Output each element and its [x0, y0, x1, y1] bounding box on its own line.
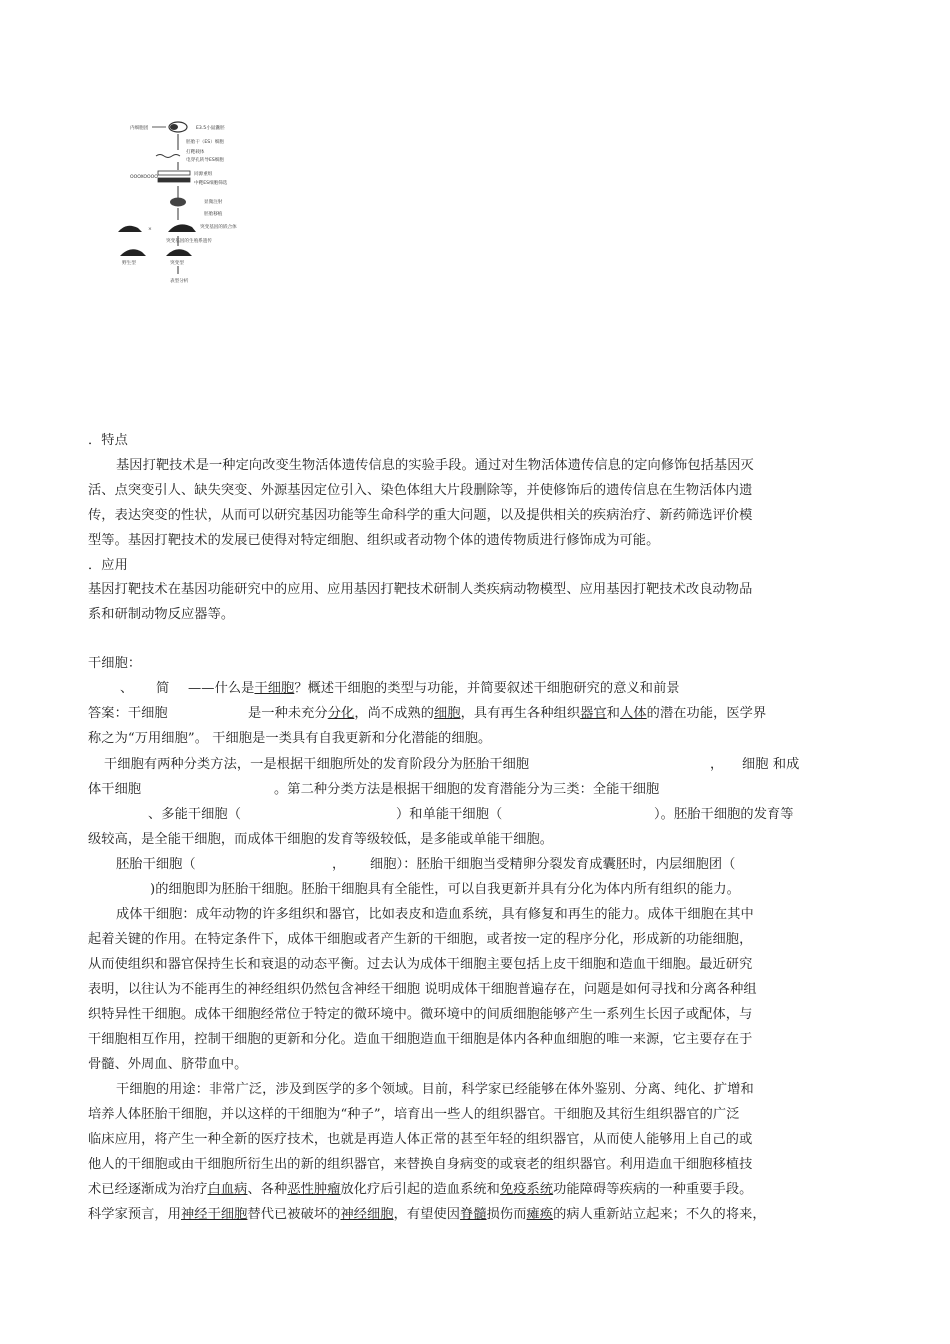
stem-cell-title: 干细胞： — [88, 656, 142, 671]
immune-system-link[interactable]: 免疫系统 — [499, 1182, 554, 1197]
application-line: 系和研制动物反应器等。 — [88, 607, 235, 622]
fig-label-7: 显微注射 — [204, 200, 223, 205]
fig-label-10: 突变基因的生殖系遗传 — [166, 239, 212, 244]
fig-label-3: 打靶载体 — [186, 150, 205, 155]
features-line: 传，表达突变的性状，从而可以研究基因功能等生命科学的重大问题，以及提供相关的疾病治疗、新药筛选评价模 — [88, 508, 753, 523]
uses-line: 术已经逐渐成为治疗白血病、各种恶性肿瘤放化疗后引起的造血系统和免疫系统功能障碍等疾病的一种重要手段。 — [88, 1182, 753, 1197]
uses-line: 临床应用，将产生一种全新的医疗技术，也就是再造人体正常的甚至年轻的组织器官，从而使人能够用上自己的或 — [88, 1132, 753, 1147]
fig-label-4: 电穿孔转导ES细胞 — [186, 158, 224, 163]
answer-line: 称之为“万用细胞”。 干细胞是一类具有自我更新和分化潜能的细胞。 — [88, 731, 492, 746]
adult-line: 成体干细胞：成年动物的许多组织和器官，比如表皮和造血系统，具有修复和再生的能力。成体干细胞在其中 — [116, 907, 754, 922]
injected-blastocyst — [170, 198, 186, 207]
fig-label-11: 野生型 — [122, 261, 136, 266]
document-page: 内细胞团 E3.5小鼠囊胚 胚胎干（ES）细胞 打靶载体 电穿孔转导ES细胞 同源重组 OOOXOOOO 中靶ES细胞筛选 显微注射 胚胎移植 × 突变基因的嵌合体 突变基因的生殖系遗传 野生型 突变型 表型分析 ．特点 基因打靶技术是一种定向改变生物活体遗传信息的实验手段。通过对生物活体遗传信息的定向修饰包括基因灭 活、点突变引人、缺失突变、外源基因定位引入、染色体组大片段删除等，并使修饰后的遗传信息在生物活体内遗 传，表达突变的性状，从而可以研究基因功能等生命科学的重大问题，以及提供相关的疾病治疗、新药筛选评价模 型等。基因打靶技术的发展已使得对特定细胞、组织或者动物个体的遗传物质进行修饰成为可能。 ．应用 基因打靶技术在基因功能研究中的应用、应用基因打靶技术研制人类疾病动物模型、应用基因打靶技术改良动物品 系和研制动物反应器等。 干细胞： 、 简 ——什么是干细胞？概述干细胞的类型与功能，并简要叙述干细胞研究的意义和前景 答案：干细胞 是一种未充分分化，尚不成熟的细胞，具有再生各种组织器官和人体的潜在功能，医学界 称之为“万用细胞”。 干细胞是一类具有自我更新和分化潜能的细胞。 干细胞有两种分类方法，一是根据干细胞所处的发育阶段分为胚胎干细胞 ， 细胞 和成 体干细胞 。第二种分类方法是根据干细胞的发育潜能分为三类：全能干细胞 、多能干细胞（ ）和单能干细胞（ ）。胚胎干细胞的发育等 级较高，是全能干细胞，而成体干细胞的发育等级较低，是多能或单能干细胞。 胚胎干细胞（ ， 细胞）：胚胎干细胞当受精卵分裂发育成囊胚时，内层细胞团（ )的细胞即为胚胎干细胞。胚胎干细胞具有全能性，可以自我更新并具有分化为体内所有组织的能力。 成体干细胞：成年动物的许多组织和器官，比如表皮和造血系统，具有修复和再生的能力。成体干细胞在其中 起着关键的作用。在特定条件下，成体干细胞或者产生新的干细胞，或者按一定的程序分化，形成新的功能细胞， 从而使组织和器官保持生长和衰退的动态平衡。过去认为成体干细胞主要包括上皮干细胞和造血干细胞。最近研究 表明，以往认为不能再生的神经组织仍然包含神经干细胞 说明成体干细胞普遍存在，问题是如何寻找和分离各种组 织特异性干细胞。成体干细胞经常位于特定的微环境中。微环境中的间质细胞能够产生一系列生长因子或配体，与 干细胞相互作用，控制干细胞的更新和分化。造血干细胞造血干细胞是体内各种血细胞的唯一来源，它主要存在于 骨髓、外周血、脐带血中。 干细胞的用途：非常广泛，涉及到医学的多个领域。目前，科学家已经能够在体外鉴别、分离、纯化、扩增和 培养人体胚胎干细胞，并以这样的干细胞为“种子”，培育出一些人的组织器官。干细胞及其衍生组织器官的广泛 临床应用，将产生一种全新的医疗技术，也就是再造人体正常的甚至年轻的组织器官，从而使人能够用上自己的或 他人的干细胞或由干细胞所衍生出的新的组织器官，来替换自身病变的或衰老的组织器官。利用造血干细胞移植技 术已经逐渐成为治疗白血病、各种恶性肿瘤放化疗后引起的造血系统和免疫系统功能障碍等疾病的一种重要手段。 科学家预言，用神经干细胞替代已被破坏的神经细胞，有望使因脊髓损伤而瘫痪的病人重新站立起来；不久的将来， — [0, 0, 950, 1344]
features-line: 活、点突变引人、缺失突变、外源基因定位引入、染色体组大片段删除等，并使修饰后的遗传信息在生物活体内遗 — [88, 483, 753, 498]
uses-line: 培养人体胚胎干细胞，并以这样的干细胞为“种子”，培育出一些人的组织器官。干细胞及其衍生组织器官的广泛 — [88, 1107, 740, 1122]
fig-label-12: 突变型 — [170, 261, 184, 266]
leukemia-link[interactable]: 白血病 — [207, 1182, 248, 1197]
adult-line: 起着关键的作用。在特定条件下，成体干细胞或者产生新的干细胞，或者按一定的程序分化，形成新的功能细胞， — [88, 932, 753, 947]
dna-bar — [158, 171, 190, 175]
mouse-shape-wildtype — [120, 249, 146, 256]
q-mark: 、 — [120, 681, 134, 696]
fig-label-0: 内细胞团 — [130, 126, 149, 131]
neuron-link[interactable]: 神经细胞 — [340, 1207, 394, 1222]
q-text: ——什么是干细胞？概述干细胞的类型与功能，并简要叙述干细胞研究的意义和前景 — [188, 681, 680, 696]
adult-line: 织特异性干细胞。成体干细胞经常位于特定的微环境中。微环境中的间质细胞能够产生一系列生长因子或配体，与 — [88, 1007, 753, 1022]
fig-label-6: 中靶ES细胞筛选 — [194, 181, 228, 186]
q-jian: 简 — [156, 681, 170, 696]
adult-line: 从而使组织和器官保持生长和衰退的动态平衡。过去认为成体干细胞主要包括上皮干细胞和造血干细胞。最近研究 — [88, 957, 753, 972]
fig-label-8: 胚胎移植 — [204, 212, 223, 217]
fig-label-9: 突变基因的嵌合体 — [200, 225, 237, 230]
fig-label-5: 同源重组 — [194, 172, 213, 177]
adult-line: 骨髓、外周血、脐带血中。 — [88, 1057, 248, 1072]
fig-label-13: 表型分析 — [170, 279, 189, 284]
dna-seq-label: OOOXOOOO — [130, 175, 158, 180]
paralysis-link[interactable]: 瘫痪 — [526, 1207, 554, 1222]
human-body-link[interactable]: 人体 — [620, 706, 647, 721]
stem-cell-link[interactable]: 干细胞 — [254, 681, 295, 696]
dna-bar-filled — [158, 178, 190, 182]
vector-squiggle — [156, 155, 180, 158]
neural-stem-cell-link[interactable]: 神经干细胞 — [181, 1207, 248, 1222]
organ-link[interactable]: 器官 — [580, 706, 607, 721]
application-heading: ．应用 — [88, 558, 128, 573]
uses-line: 科学家预言，用神经干细胞替代已被破坏的神经细胞，有望使因脊髓损伤而瘫痪的病人重新站立起来；不久的将来， — [88, 1207, 766, 1222]
spinal-cord-link[interactable]: 脊髓 — [460, 1207, 487, 1222]
differentiation-link[interactable]: 分化 — [327, 706, 355, 721]
uses-line: 他人的干细胞或由干细胞所衍生出的新的组织器官，来替换自身病变的或衰老的组织器官。利用造血干细胞移植技 — [88, 1157, 753, 1172]
features-line: 型等。基因打靶技术的发展已使得对特定细胞、组织或者动物个体的遗传物质进行修饰成为可能。 — [88, 533, 660, 548]
application-line: 基因打靶技术在基因功能研究中的应用、应用基因打靶技术研制人类疾病动物模型、应用基因打靶技术改良动物品 — [88, 582, 753, 597]
adult-line: 表明，以往认为不能再生的神经组织仍然包含神经干细胞 说明成体干细胞普遍存在，问题是如何寻找和分离各种组 — [88, 982, 757, 997]
mouse-shape-chimera — [168, 224, 196, 232]
adult-line: 干细胞相互作用，控制干细胞的更新和分化。造血干细胞造血干细胞是体内各种血细胞的唯一来源，它主要存在于 — [88, 1032, 753, 1047]
uses-line: 干细胞的用途：非常广泛，涉及到医学的多个领域。目前，科学家已经能够在体外鉴别、分离、纯化、扩增和 — [116, 1082, 754, 1097]
cross-mark: × — [148, 227, 152, 232]
mouse-shape-mutant — [166, 249, 192, 256]
cell-link[interactable]: 细胞 — [434, 706, 461, 721]
inner-cell-mass-shape — [170, 124, 178, 130]
features-heading: ．特点 — [88, 433, 128, 448]
fig-label-2: 胚胎干（ES）细胞 — [186, 140, 224, 145]
fig-label-1: E3.5小鼠囊胚 — [196, 126, 225, 131]
gene-targeting-flow-diagram — [108, 112, 278, 284]
malignant-tumor-link[interactable]: 恶性肿瘤 — [287, 1182, 341, 1197]
classification-line: 级较高，是全能干细胞，而成体干细胞的发育等级较低，是多能或单能干细胞。 — [88, 832, 554, 847]
mouse-shape-left — [118, 226, 142, 232]
features-line: 基因打靶技术是一种定向改变生物活体遗传信息的实验手段。通过对生物活体遗传信息的定向修饰包括基因灭 — [116, 458, 754, 473]
